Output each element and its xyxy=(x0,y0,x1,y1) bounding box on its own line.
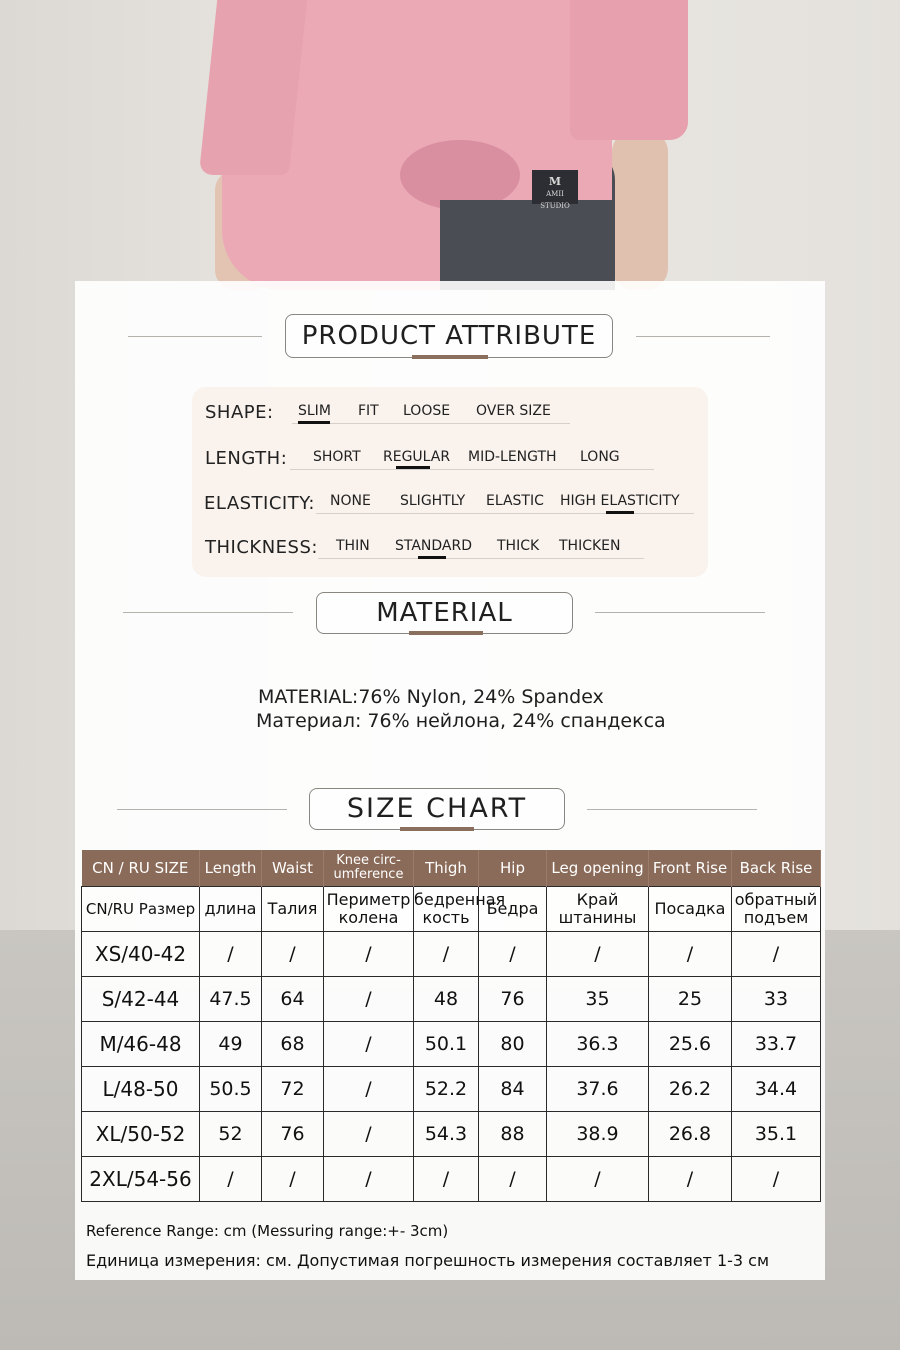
col-header-waist: Waist xyxy=(262,850,324,887)
measurement-cell: / xyxy=(324,1067,414,1112)
measurement-cell: / xyxy=(324,932,414,977)
measurement-cell: / xyxy=(324,977,414,1022)
col-header-ru-hip: Бедра xyxy=(479,887,547,932)
measurement-cell: 72 xyxy=(262,1067,324,1112)
size-chart-table xyxy=(81,850,821,1202)
measurement-cell: 25 xyxy=(649,977,732,1022)
measurement-cell: 50.5 xyxy=(200,1067,262,1112)
col-header-thigh: Thigh xyxy=(414,850,479,887)
measurement-cell: 47.5 xyxy=(200,977,262,1022)
product-attribute-title-text: PRODUCT ATTRIBUTE xyxy=(301,321,597,351)
measurement-cell: 52 xyxy=(200,1112,262,1157)
thickness-option-standard: STANDARD xyxy=(395,538,473,554)
material-title-underline xyxy=(409,631,483,635)
table-row xyxy=(82,1112,821,1157)
brand-patch-text: AMII STUDIO xyxy=(540,190,570,210)
header-line-right xyxy=(636,336,770,337)
size-cell: XL/50-52 xyxy=(82,1112,200,1157)
measurement-cell: 36.3 xyxy=(547,1022,649,1067)
measurement-cell: / xyxy=(732,932,821,977)
length-option-long: LONG xyxy=(580,449,620,465)
measurement-cell: 35 xyxy=(547,977,649,1022)
shape-option-oversize: OVER SIZE xyxy=(476,403,551,419)
col-header-ru-front-rise: Посадка xyxy=(649,887,732,932)
measurement-cell: / xyxy=(262,932,324,977)
shape-option-fit: FIT xyxy=(358,403,379,419)
size-cell: XS/40-42 xyxy=(82,932,200,977)
size-line-left xyxy=(117,809,287,810)
measurement-cell: 80 xyxy=(479,1022,547,1067)
material-line-left xyxy=(123,612,293,613)
measurement-cell: 26.8 xyxy=(649,1112,732,1157)
length-option-regular: REGULAR xyxy=(383,449,451,465)
size-rows xyxy=(82,932,821,1202)
col-header-leg-opening: Leg opening xyxy=(547,850,649,887)
thickness-option-thick: THICK xyxy=(497,538,540,554)
length-rule xyxy=(290,469,654,470)
size-cell: L/48-50 xyxy=(82,1067,200,1112)
shape-option-loose: LOOSE xyxy=(403,403,451,419)
length-selected-marker xyxy=(396,466,430,469)
col-header-ru-thigh: бедренная кость xyxy=(414,887,479,932)
measurement-cell: 33 xyxy=(732,977,821,1022)
tshirt-left-sleeve xyxy=(199,0,307,175)
measurement-cell: / xyxy=(479,932,547,977)
measurement-cell: / xyxy=(732,1157,821,1202)
measurement-cell: 34.4 xyxy=(732,1067,821,1112)
col-header-front-rise: Front Rise xyxy=(649,850,732,887)
measurement-cell: 48 xyxy=(414,977,479,1022)
measurement-cell: / xyxy=(649,932,732,977)
measurement-cell: 37.6 xyxy=(547,1067,649,1112)
model-right-arm xyxy=(612,130,668,290)
measurement-cell: / xyxy=(414,1157,479,1202)
length-option-midlength: MID-LENGTH xyxy=(468,449,557,465)
elasticity-option-high: HIGH ELASTICITY xyxy=(560,493,680,509)
measurement-cell: 38.9 xyxy=(547,1112,649,1157)
shape-selected-marker xyxy=(298,421,330,424)
measurement-cell: 49 xyxy=(200,1022,262,1067)
measurement-cell: 54.3 xyxy=(414,1112,479,1157)
thickness-label: THICKNESS: xyxy=(205,537,318,558)
measurement-cell: 76 xyxy=(262,1112,324,1157)
measurement-cell: 84 xyxy=(479,1067,547,1112)
col-header-ru-back-rise: обратный подъем xyxy=(732,887,821,932)
tshirt-right-sleeve xyxy=(570,0,688,140)
measurement-cell: 25.6 xyxy=(649,1022,732,1067)
title-underline xyxy=(412,355,488,359)
leggings-waistband xyxy=(440,200,615,290)
shape-option-slim: SLIM xyxy=(298,403,331,419)
col-header-ru-waist: Талия xyxy=(262,887,324,932)
size-chart-title xyxy=(309,788,565,830)
elasticity-option-slightly: SLIGHTLY xyxy=(400,493,466,509)
table-row xyxy=(82,1067,821,1112)
measurement-cell: / xyxy=(324,1112,414,1157)
elasticity-option-elastic: ELASTIC xyxy=(486,493,544,509)
measurement-cell: / xyxy=(200,1157,262,1202)
table-row xyxy=(82,1157,821,1202)
size-line-right xyxy=(587,809,757,810)
header-row-ru xyxy=(82,887,821,932)
thickness-selected-marker xyxy=(418,556,446,559)
measurement-cell: / xyxy=(547,1157,649,1202)
material-title xyxy=(316,592,573,634)
col-header-ru-leg-opening: Край штанины xyxy=(547,887,649,932)
measurement-cell: / xyxy=(262,1157,324,1202)
measurement-cell: / xyxy=(547,932,649,977)
material-title-text: MATERIAL xyxy=(376,598,513,628)
elasticity-selected-marker xyxy=(606,511,634,514)
size-cell: M/46-48 xyxy=(82,1022,200,1067)
measurement-cell: / xyxy=(324,1157,414,1202)
measurement-cell: 52.2 xyxy=(414,1067,479,1112)
measurement-cell: / xyxy=(200,932,262,977)
reference-range-en: Reference Range: cm (Messuring range:+- 3cm) xyxy=(86,1222,449,1240)
length-label: LENGTH: xyxy=(205,448,288,469)
col-header-hip: Hip xyxy=(479,850,547,887)
col-header-back-rise: Back Rise xyxy=(732,850,821,887)
brand-label-patch xyxy=(532,170,578,210)
thickness-rule xyxy=(318,558,644,559)
measurement-cell: / xyxy=(414,932,479,977)
size-chart-title-underline xyxy=(400,827,474,831)
shape-label: SHAPE: xyxy=(205,402,274,423)
col-header-ru-knee: Периметр колена xyxy=(324,887,414,932)
elasticity-label: ELASTICITY: xyxy=(204,493,315,514)
measurement-cell: 64 xyxy=(262,977,324,1022)
brand-logo-mark: M xyxy=(548,175,562,188)
measurement-cell: 33.7 xyxy=(732,1022,821,1067)
size-cell: S/42-44 xyxy=(82,977,200,1022)
col-header-size: CN / RU SIZE xyxy=(82,850,200,887)
col-header-length: Length xyxy=(200,850,262,887)
table-row xyxy=(82,977,821,1022)
measurement-cell: 68 xyxy=(262,1022,324,1067)
size-cell: 2XL/54-56 xyxy=(82,1157,200,1202)
measurement-cell: 26.2 xyxy=(649,1067,732,1112)
header-line-left xyxy=(128,336,262,337)
measurement-cell: / xyxy=(479,1157,547,1202)
reference-range-ru: Единица измерения: см. Допустимая погрешность измерения составляет 1-3 см xyxy=(86,1251,770,1270)
thickness-option-thicken: THICKEN xyxy=(559,538,621,554)
measurement-cell: 76 xyxy=(479,977,547,1022)
col-header-knee xyxy=(324,850,414,887)
shape-rule xyxy=(292,423,570,424)
length-option-short: SHORT xyxy=(313,449,361,465)
col-header-ru-length: длина xyxy=(200,887,262,932)
material-line-ru: Материал: 76% нейлона, 24% спандекса xyxy=(256,710,666,732)
measurement-cell: / xyxy=(649,1157,732,1202)
col-header-ru-size: CN/RU Размер xyxy=(82,887,200,932)
thickness-option-thin: THIN xyxy=(336,538,370,554)
elasticity-rule xyxy=(316,513,694,514)
material-line-right xyxy=(595,612,765,613)
elasticity-option-none: NONE xyxy=(330,493,371,509)
table-row xyxy=(82,1022,821,1067)
header-row-en xyxy=(82,850,821,887)
table-row xyxy=(82,932,821,977)
measurement-cell: 35.1 xyxy=(732,1112,821,1157)
measurement-cell: / xyxy=(324,1022,414,1067)
product-attribute-title xyxy=(285,314,613,358)
size-chart-title-text: SIZE CHART xyxy=(346,793,528,824)
measurement-cell: 88 xyxy=(479,1112,547,1157)
measurement-cell: 50.1 xyxy=(414,1022,479,1067)
material-line-en: MATERIAL:76% Nylon, 24% Spandex xyxy=(258,686,604,708)
col-header-knee-text: Knee circ-umference xyxy=(333,853,404,882)
